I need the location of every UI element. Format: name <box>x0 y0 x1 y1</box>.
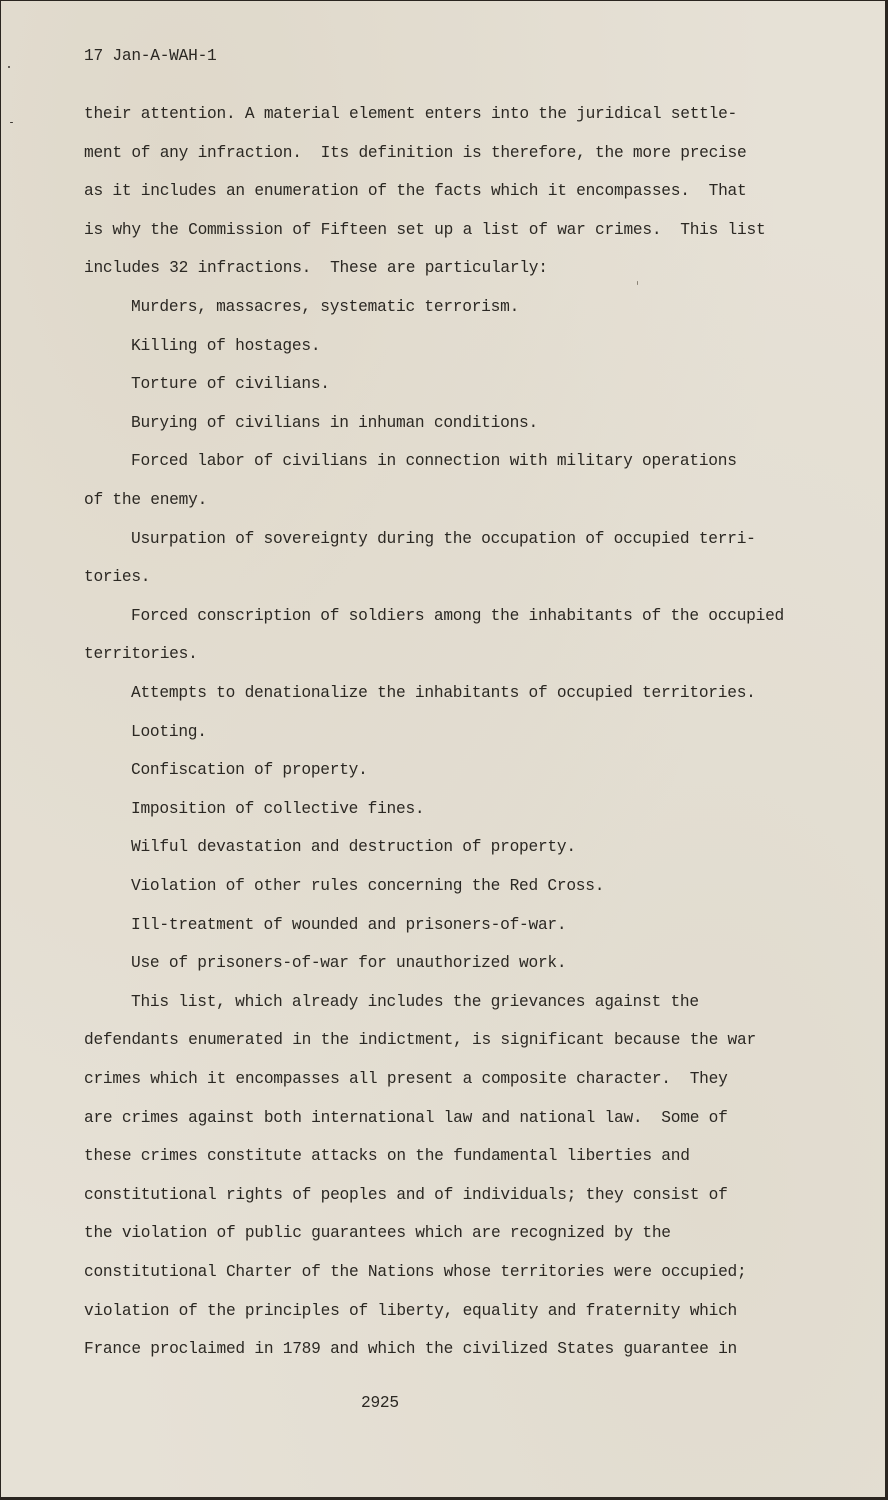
document-page <box>1 1 885 1497</box>
text-line: France proclaimed in 1789 and which the civilized States guarantee in <box>84 1340 738 1359</box>
text-line-indented: Forced labor of civilians in connection with military operations <box>131 452 737 471</box>
text-line-indented: Murders, massacres, systematic terrorism. <box>131 298 520 316</box>
text-line: their attention. A material element enters into the juridical settle- <box>84 105 738 123</box>
text-line-indented: Killing of hostages. <box>131 336 321 355</box>
text-line: constitutional Charter of the Nations whose territories were occupied; <box>84 1263 747 1281</box>
text-line: territories. <box>84 645 198 664</box>
text-line: are crimes against both international law and national law. Some of <box>84 1108 728 1127</box>
text-line: includes 32 infractions. These are particularly: <box>84 259 548 278</box>
text-line: defendants enumerated in the indictment, is significant because the war <box>84 1031 756 1050</box>
text-line-indented: Use of prisoners-of-war for unauthorized work. <box>131 954 567 973</box>
text-line-indented: Usurpation of sovereignty during the occupation of occupied terri- <box>131 529 756 548</box>
document-reference-header: 17 Jan-A-WAH-1 <box>84 47 217 65</box>
page-number: 2925 <box>361 1394 399 1412</box>
paper-speck <box>10 122 13 123</box>
text-line-indented: Attempts to denationalize the inhabitants of occupied territories. <box>131 684 756 702</box>
text-line: the violation of public guarantees which are recognized by the <box>84 1224 671 1243</box>
text-line: of the enemy. <box>84 491 208 509</box>
text-line: these crimes constitute attacks on the fundamental liberties and <box>84 1147 690 1166</box>
text-line: is why the Commission of Fifteen set up a list of war crimes. This list <box>84 220 766 239</box>
text-line-indented: Wilful devastation and destruction of property. <box>131 838 576 857</box>
text-line: crimes which it encompasses all present a composite character. They <box>84 1070 728 1088</box>
text-line: constitutional rights of peoples and of individuals; they consist of <box>84 1185 728 1204</box>
text-line-indented: Imposition of collective fines. <box>131 799 425 818</box>
paper-speck <box>8 66 10 68</box>
text-line-indented: This list, which already includes the grievances against the <box>131 992 699 1011</box>
text-line: tories. <box>84 568 151 587</box>
text-line-indented: Ill-treatment of wounded and prisoners-of-war. <box>131 915 567 934</box>
text-line-indented: Burying of civilians in inhuman conditions. <box>131 413 538 432</box>
paper-speck <box>637 281 638 285</box>
text-line: violation of the principles of liberty, equality and fraternity which <box>84 1301 738 1320</box>
text-line-indented: Violation of other rules concerning the Red Cross. <box>131 877 605 895</box>
text-line-indented: Confiscation of property. <box>131 761 368 780</box>
text-line: as it includes an enumeration of the facts which it encompasses. That <box>84 182 747 201</box>
text-line: ment of any infraction. Its definition is therefore, the more precise <box>84 143 747 162</box>
text-line-indented: Torture of civilians. <box>131 375 330 394</box>
text-line-indented: Looting. <box>131 722 207 741</box>
text-line-indented: Forced conscription of soldiers among the inhabitants of the occupied <box>131 606 785 625</box>
